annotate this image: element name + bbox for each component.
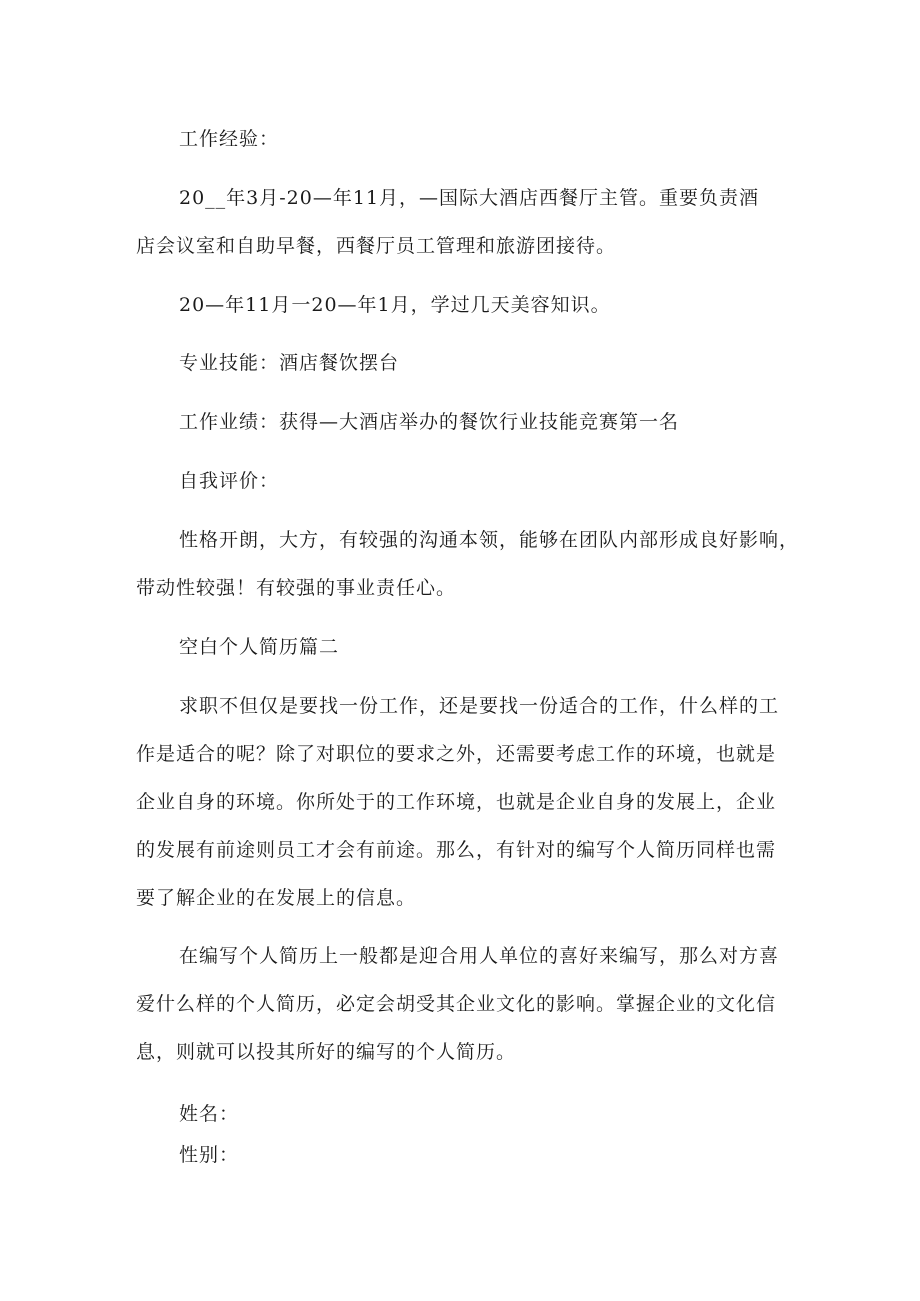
experience-1-line-1: 20__年3月-20—年11月，—国际大酒店西餐厅主管。重要负责酒 [179, 187, 760, 209]
paragraph-2-line-2: 爱什么样的个人简历，必定会胡受其企业文化的影响。掌握企业的文化信 [136, 993, 777, 1015]
paragraph-2-line-1: 在编写个人简历上一般都是迎合用人单位的喜好来编写，那么对方喜 [179, 945, 780, 967]
paragraph-1-line-3: 企业自身的环境。你所处于的工作环境，也就是企业自身的发展上，企业 [136, 791, 777, 813]
section-2-title: 空白个人简历篇二 [179, 636, 340, 658]
experience-2: 20—年11月一20—年1月，学过几天美容知识。 [179, 294, 611, 316]
paragraph-2-line-3: 息，则就可以投其所好的编写的个人简历。 [136, 1041, 517, 1063]
work-experience-heading: 工作经验： [179, 128, 280, 150]
name-field-label: 姓名： [179, 1103, 240, 1125]
work-achievements: 工作业绩：获得—大酒店举办的餐饮行业技能竞赛第一名 [179, 411, 680, 433]
gender-field-label: 性别： [179, 1144, 240, 1166]
experience-1-line-2: 店会议室和自助早餐，西餐厅员工管理和旅游团接待。 [136, 235, 617, 257]
self-evaluation-heading: 自我评价： [179, 470, 280, 492]
paragraph-1-line-2: 作是适合的呢？除了对职位的要求之外，还需要考虑工作的环境，也就是 [136, 743, 777, 765]
self-evaluation-line-2: 带动性较强！有较强的事业责任心。 [136, 577, 457, 599]
paragraph-1-line-4: 的发展有前途则员工才会有前途。那么，有针对的编写个人简历同样也需 [136, 839, 777, 861]
paragraph-1-line-5: 要了解企业的在发展上的信息。 [136, 887, 417, 909]
paragraph-1-line-1: 求职不但仅是要找一份工作，还是要找一份适合的工作，什么样的工 [179, 695, 780, 717]
professional-skills: 专业技能：酒店餐饮摆台 [179, 352, 400, 374]
self-evaluation-line-1: 性格开朗，大方，有较强的沟通本领，能够在团队内部形成良好影响， [179, 529, 800, 551]
